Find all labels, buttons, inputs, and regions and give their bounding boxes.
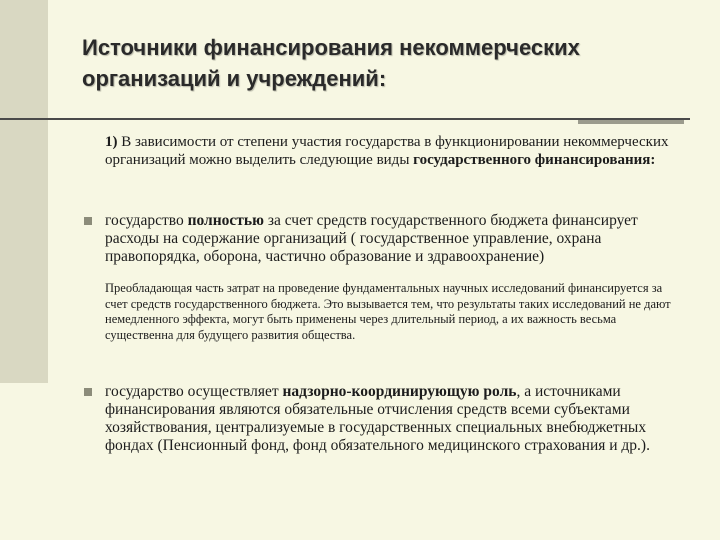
bullet-item-full-funding (105, 212, 675, 266)
intro-paragraph (105, 133, 685, 169)
bullet-text-after: , а источниками финансирования являются обязательные отчисления средств всеми субъектами хозяйствования, централизуемые в государственных специальных внебюджетных фондах (Пенсионный фонд, фонд обязательного медицинского страхования и др.). (105, 383, 650, 454)
bullet-item-supervisory-role (105, 383, 675, 455)
title-underline-accent (578, 120, 684, 124)
bullet-text-before: государство осуществляет (105, 383, 283, 400)
intro-emphasis: государственного финансирования: (413, 152, 656, 168)
bullet-text-before: государство (105, 212, 188, 229)
left-decorative-bar (0, 0, 48, 383)
bullet-text-bold: полностью (187, 212, 264, 229)
slide-title: Источники финансирования некоммерческих организаций и учреждений: (82, 35, 580, 91)
bullet-text-after: за счет средств государственного бюджета финансирует расходы на содержание организаций ( государственное управление, охрана правопорядка, оборона, частично образование и здравоохранение) (105, 212, 638, 265)
bullet-marker-icon (84, 217, 92, 225)
bullet-marker-icon (84, 388, 92, 396)
bullet-text-bold: надзорно-координирующую роль (282, 383, 517, 400)
intro-number: 1) (105, 134, 118, 150)
research-note: Преобладающая часть затрат на проведение фундаментальных научных исследований финансируется за счет средств государственного бюджета. Это вызывается тем, что результаты таких исследований не дают немедленного эффекта, могут быть применены через длительный период, а их важность весьма существенна для будущего развития общества. (105, 281, 671, 342)
intro-text: В зависимости от степени участия государства в функционировании некоммерческих организаций можно выделить следующие виды (105, 134, 669, 168)
